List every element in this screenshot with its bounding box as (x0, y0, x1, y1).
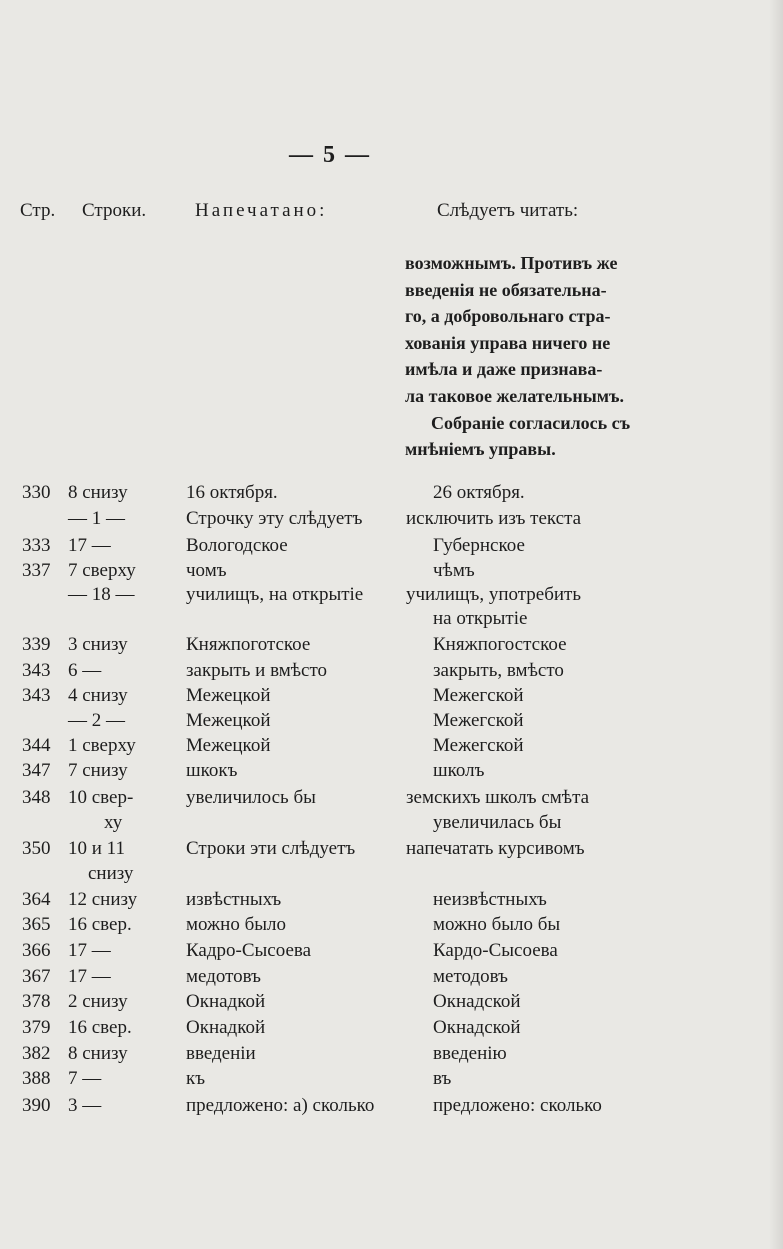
errata-read: закрыть, вмѣсто (433, 660, 564, 681)
paragraph-line: мнѣніемъ управы. (405, 439, 556, 460)
errata-lines: 2 снизу (68, 991, 128, 1012)
errata-lines: 3 — (68, 1095, 102, 1116)
errata-page: 388 (22, 1068, 51, 1089)
errata-read: Межегской (433, 735, 524, 756)
errata-row (0, 508, 783, 536)
errata-read: Межегской (433, 710, 524, 731)
errata-printed: Кадро-Сысоева (186, 940, 312, 961)
page-edge-shadow (769, 0, 783, 1249)
errata-lines: — 2 — (68, 710, 125, 731)
errata-lines: 7 сверху (68, 560, 136, 581)
errata-printed: Вологодское (186, 535, 288, 556)
errata-lines: 7 — (68, 1068, 102, 1089)
errata-row (0, 660, 783, 688)
errata-lines: 3 снизу (68, 634, 128, 655)
errata-read: Княжпогостское (433, 634, 567, 655)
errata-read: Кардо-Сысоева (433, 940, 558, 961)
errata-row (0, 1068, 783, 1096)
errata-read: Межегской (433, 685, 524, 706)
errata-page: 339 (22, 634, 51, 655)
errata-lines: 10 свер- (68, 787, 134, 808)
errata-lines: 17 — (68, 940, 111, 961)
errata-row (0, 812, 783, 840)
errata-lines: 7 снизу (68, 760, 128, 781)
header-page-column: Стр. (20, 200, 56, 221)
errata-row (0, 735, 783, 763)
page-number: — 5 — (289, 142, 371, 168)
errata-lines: 8 снизу (68, 1043, 128, 1064)
errata-printed: Строки эти слѣдуетъ (186, 838, 356, 859)
errata-row (0, 1017, 783, 1045)
errata-printed: Межецкой (186, 735, 271, 756)
paragraph-line: хованія управа ничего не (405, 332, 611, 353)
errata-read: введенію (433, 1043, 507, 1064)
errata-page: 337 (22, 560, 51, 581)
errata-row (0, 863, 783, 891)
errata-row (0, 838, 783, 866)
errata-row (0, 966, 783, 994)
errata-row (0, 535, 783, 563)
errata-row (0, 1043, 783, 1071)
errata-printed: извѣстныхъ (186, 889, 282, 910)
errata-row (0, 889, 783, 917)
errata-printed: Межецкой (186, 710, 271, 731)
errata-lines: 6 — (68, 660, 102, 681)
errata-printed: Окнадкой (186, 991, 266, 1012)
errata-page: 364 (22, 889, 51, 910)
errata-row (0, 634, 783, 662)
errata-lines: — 18 — (68, 584, 135, 605)
paragraph-line: введенія не обязательна- (405, 279, 607, 300)
paragraph-line: Собраніе согласилось съ (431, 412, 631, 433)
errata-printed: увеличилось бы (186, 787, 316, 808)
errata-read: исключить изъ текста (406, 508, 582, 529)
errata-row (0, 710, 783, 738)
errata-lines: 8 снизу (68, 482, 128, 503)
errata-row (0, 940, 783, 968)
errata-page: 379 (22, 1017, 51, 1038)
errata-printed: шкокъ (186, 760, 238, 781)
errata-read: земскихъ школъ смѣта (406, 787, 590, 808)
errata-printed: Окнадкой (186, 1017, 266, 1038)
errata-row (0, 760, 783, 788)
continuation-paragraph (405, 250, 643, 463)
paragraph-line: имѣла и даже признава- (405, 359, 603, 380)
errata-printed: Межецкой (186, 685, 271, 706)
errata-printed: Строчку эту слѣдуетъ (186, 508, 363, 529)
errata-printed: 16 октября. (186, 482, 278, 503)
errata-read: школъ (433, 760, 485, 781)
errata-printed: Княжпоготское (186, 634, 311, 655)
errata-page: 343 (22, 660, 51, 681)
errata-read: предложено: сколько (433, 1095, 602, 1116)
errata-lines: 10 и 11 (68, 838, 125, 859)
header-read-column: Слѣдуетъ читать: (437, 200, 579, 221)
errata-printed: введеніи (186, 1043, 256, 1064)
errata-row (0, 685, 783, 713)
errata-page: 344 (22, 735, 51, 756)
header-printed-column: Напечатано: (195, 200, 328, 221)
errata-lines: 12 снизу (68, 889, 138, 910)
errata-page: 382 (22, 1043, 51, 1064)
errata-printed: къ (186, 1068, 206, 1089)
errata-page: 333 (22, 535, 51, 556)
errata-page: 343 (22, 685, 51, 706)
errata-read: Окнадской (433, 991, 521, 1012)
errata-lines: ху (104, 812, 123, 833)
errata-lines: 1 сверху (68, 735, 136, 756)
errata-page: 367 (22, 966, 51, 987)
errata-lines: 17 — (68, 966, 111, 987)
errata-read: училищъ, употребить (406, 584, 582, 605)
errata-printed: предложено: а) сколько (186, 1095, 375, 1116)
errata-row (0, 991, 783, 1019)
errata-row (0, 787, 783, 815)
errata-page: 378 (22, 991, 51, 1012)
errata-page: 390 (22, 1095, 51, 1116)
paragraph-line: го, а добровольнаго стра- (405, 306, 611, 327)
errata-read: увеличилась бы (433, 812, 562, 833)
errata-read: можно было бы (433, 914, 561, 935)
paragraph-line: возможнымъ. Противъ же (405, 253, 618, 273)
errata-row (0, 608, 783, 636)
errata-read: напечатать курсивомъ (406, 838, 585, 859)
errata-read: неизвѣстныхъ (433, 889, 547, 910)
errata-page: 365 (22, 914, 51, 935)
errata-read: 26 октября. (433, 482, 525, 503)
errata-page: 330 (22, 482, 51, 503)
errata-printed: медотовъ (186, 966, 261, 987)
errata-page: 348 (22, 787, 51, 808)
errata-page: 347 (22, 760, 51, 781)
errata-lines: снизу (88, 863, 134, 884)
errata-read: на открытіе (433, 608, 528, 629)
errata-printed: закрыть и вмѣсто (186, 660, 328, 681)
errata-read: Окнадской (433, 1017, 521, 1038)
errata-read: методовъ (433, 966, 508, 987)
errata-lines: 4 снизу (68, 685, 128, 706)
errata-read: въ (433, 1068, 452, 1089)
errata-row (0, 1095, 783, 1123)
errata-page: 350 (22, 838, 51, 859)
errata-lines: — 1 — (68, 508, 125, 529)
errata-printed: училищъ, на открытіе (186, 584, 364, 605)
errata-read: чѣмъ (433, 560, 475, 581)
errata-page: 366 (22, 940, 51, 961)
errata-row (0, 482, 783, 510)
errata-lines: 16 свер. (68, 914, 132, 935)
errata-lines: 17 — (68, 535, 111, 556)
errata-row (0, 914, 783, 942)
errata-lines: 16 свер. (68, 1017, 132, 1038)
header-lines-column: Строки. (82, 200, 147, 221)
errata-printed: можно было (186, 914, 287, 935)
errata-read: Губернское (433, 535, 525, 556)
paragraph-line: ла таковое желательнымъ. (405, 385, 624, 406)
errata-printed: чомъ (186, 560, 227, 581)
